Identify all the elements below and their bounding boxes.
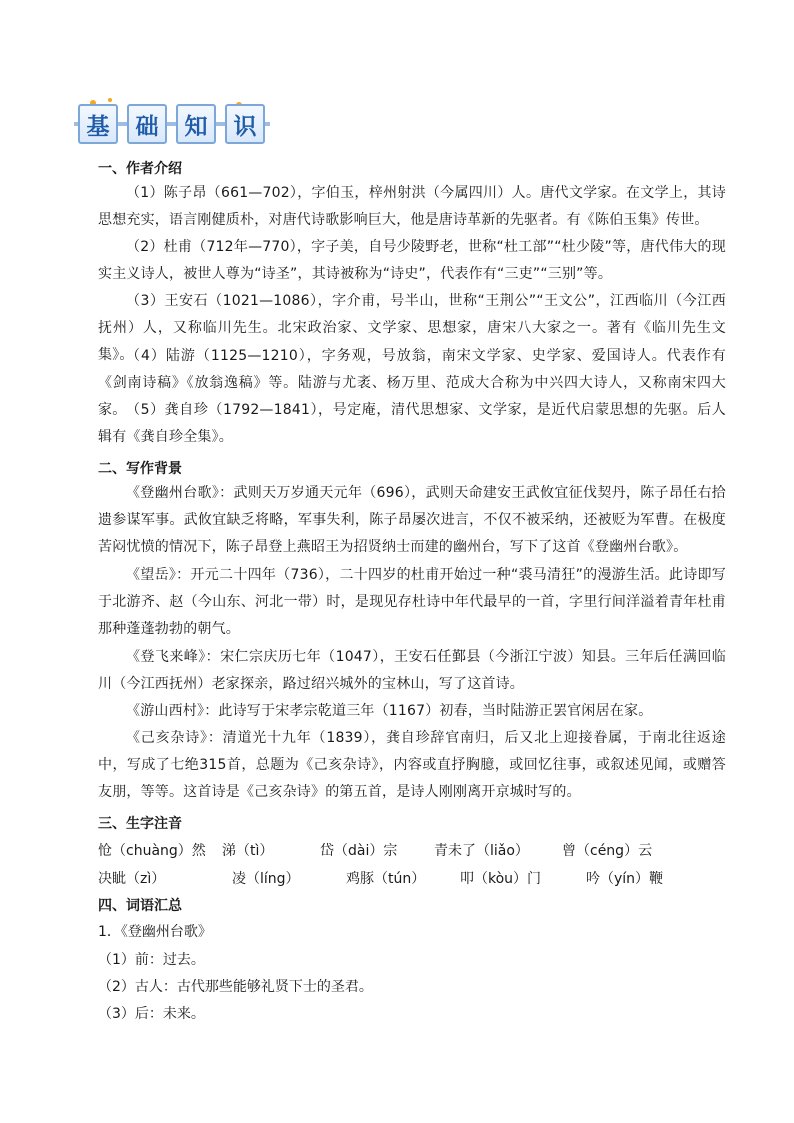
- background-paragraph: 《望岳》：开元二十四年（736），二十四岁的杜甫开始过一种“裘马清狂”的漫游生活。此诗即写于北游齐、赵（今山东、河北一带）时，是现见存杜诗中年代最早的一首，字里行间洋溢着青年杜甫那种蓬蓬勃勃的朝气。: [98, 567, 726, 638]
- pinyin-entry: 凌（líng）: [232, 871, 300, 887]
- banner-tile: 识: [225, 104, 265, 144]
- banner-tile: 基: [78, 104, 118, 144]
- author-paragraph: （4）陆游（1125—1210），字务观，号放翁，南宋文学家、史学家、爱国诗人。代表作有《剑南诗稿》《放翁逸稿》等。陆游与尤袤、杨万里、范成大合称为中兴四大诗人，又称南宋四大家。: [98, 348, 726, 419]
- pinyin-entry: 曾（céng）云: [562, 843, 653, 859]
- author-paragraph: （5）龚自珍（1792—1841），号定庵，清代思想家、文学家，是近代启蒙思想的先驱。后人辑有《龚自珍全集》。: [98, 402, 726, 446]
- pinyin-entry: 叩（kòu）门: [460, 871, 542, 887]
- background-paragraph: 《登幽州台歌》：武则天万岁通天元年（696），武则天命建安王武攸宜征伐契丹，陈子昂任右拾遗参谋军事。武攸宜缺乏将略，军事失利，陈子昂屡次进言，不仅不被采纳，还被贬为军曹。在极度苦闷忧愤的情况下，陈子昂登上燕昭王为招贤纳士而建的幽州台，写下了这首《登幽州台歌》。: [98, 485, 726, 556]
- pinyin-entry: 岱（dài）宗: [320, 843, 398, 859]
- banner-tile: 知: [176, 104, 216, 144]
- pinyin-entry: 决眦（zì）: [98, 871, 166, 887]
- author-paragraph: （3）王安石（1021—1086），字介甫，号半山，世称“王荆公”“王文公”，江西临川（今江西抚州）人，又称临川先生。北宋政治家、文学家、思想家，唐宋八大家之一。著有《临川先生文集》。: [98, 293, 726, 364]
- pinyin-entry: 鸡豚（tún）: [346, 871, 426, 887]
- vocab-item: （2）古人：古代那些能够礼贤下士的圣君。: [98, 979, 373, 995]
- heading-vocab: 四、词语汇总: [98, 898, 182, 914]
- pinyin-entry: 怆（chuàng）然: [98, 843, 206, 859]
- pinyin-entry: 吟（yín）鞭: [586, 871, 664, 887]
- heading-background: 二、写作背景: [98, 461, 182, 477]
- author-paragraph: （2）杜甫（712年—770），字子美，自号少陵野老，世称“杜工部”“杜少陵”等，唐代伟大的现实主义诗人，被世人尊为“诗圣”，其诗被称为“诗史”，代表作有“三吏”“三别”等。: [98, 239, 726, 283]
- author-paragraph: （1）陈子昂（661—702），字伯玉，梓州射洪（今属四川）人。唐代文学家。在文学上，其诗思想充实，语言刚健质朴，对唐代诗歌影响巨大，他是唐诗革新的先驱者。有《陈伯玉集》传世。: [98, 185, 726, 229]
- section-banner: [78, 102, 274, 146]
- vocab-item: （3）后：未来。: [98, 1006, 205, 1022]
- background-paragraph: 《登飞来峰》：宋仁宗庆历七年（1047），王安石任鄞县（今浙江宁波）知县。三年后任满回临川（今江西抚州）老家探亲，路过绍兴城外的宝林山，写了这首诗。: [98, 649, 726, 693]
- vocab-item: （1）前：过去。: [98, 952, 205, 968]
- background-paragraph: 《游山西村》：此诗写于宋孝宗乾道三年（1167）初春，当时陆游正罢官闲居在家。: [126, 703, 653, 719]
- pinyin-entry: 涕（tì）: [222, 843, 274, 859]
- pinyin-entry: 青未了（liǎo）: [434, 843, 529, 859]
- heading-pinyin: 三、生字注音: [98, 816, 182, 832]
- heading-author: 一、作者介绍: [98, 161, 182, 177]
- background-paragraph: 《己亥杂诗》：清道光十九年（1839），龚自珍辞官南归，后又北上迎接眷属，于南北往返途中，写成了七绝315首，总题为《己亥杂诗》，内容或直抒胸臆，或回忆往事，或叙述见闻，或赠答友朋，等等。这首诗是《己亥杂诗》的第五首，是诗人刚刚离开京城时写的。: [98, 730, 726, 801]
- banner-tile: 础: [127, 104, 167, 144]
- vocab-title: 1．《登幽州台歌》: [98, 924, 212, 940]
